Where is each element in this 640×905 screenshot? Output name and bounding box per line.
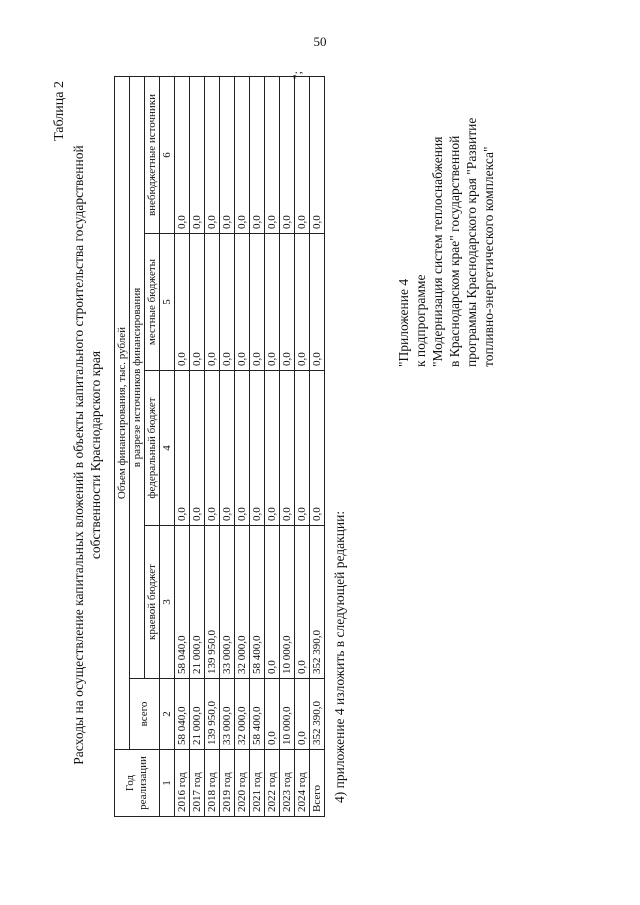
table-cell-total: 0,0 (265, 679, 280, 750)
table-cell-local: 0,0 (250, 234, 265, 371)
table-cell-extra: 0,0 (265, 77, 280, 234)
col-number: 6 (160, 77, 175, 234)
table-cell-local: 0,0 (220, 234, 235, 371)
table-cell-fed: 0,0 (190, 371, 205, 526)
table-cell-extra: 0,0 (175, 77, 190, 234)
table-cell-local: 0,0 (280, 234, 295, 371)
table-cell-total: 0,0 (295, 679, 310, 750)
header-fed: федеральный бюджет (145, 371, 160, 526)
appendix-heading (395, 118, 497, 367)
header-local: местные бюджеты (145, 234, 160, 371)
appendix-line: топливно-энергетического комплекса" (481, 146, 496, 367)
table-row (190, 77, 205, 817)
table-cell-extra: 0,0 (190, 77, 205, 234)
expenses-table (114, 76, 325, 817)
appendix-line: в Краснодарском крае" государственной (447, 135, 462, 367)
table-cell-total: 21 000,0 (190, 679, 205, 750)
table-cell-total: 352 390,0 (310, 679, 325, 750)
col-number: 4 (160, 371, 175, 526)
table-cell-year: 2019 год (220, 750, 235, 817)
table-cell-extra: 0,0 (295, 77, 310, 234)
table-cell-local: 0,0 (190, 234, 205, 371)
col-number: 2 (160, 679, 175, 750)
appendix-line: к подпрограмме (413, 274, 428, 367)
table-cell-fed: 0,0 (295, 371, 310, 526)
col-number: 1 (160, 750, 175, 817)
table-cell-extra: 0,0 (220, 77, 235, 234)
table-cell-krai: 352 390,0 (310, 526, 325, 679)
table-cell-extra: 0,0 (310, 77, 325, 234)
appendix-line: "Приложение 4 (396, 278, 411, 367)
table-cell-local: 0,0 (265, 234, 280, 371)
header-volume: Объем финансирования, тыс. рублей (115, 77, 130, 750)
table-title-line: собственности Краснодарского края (88, 350, 103, 560)
table-header-row (130, 77, 145, 817)
table-cell-fed: 0,0 (205, 371, 220, 526)
table-row (295, 77, 310, 817)
table-cell-krai: 33 000,0 (220, 526, 235, 679)
table-caption: Таблица 2 (52, 81, 67, 141)
table-cell-krai: 0,0 (295, 526, 310, 679)
table-cell-total: 32 000,0 (235, 679, 250, 750)
closing-quote-mark: "; (290, 71, 304, 80)
header-sources: в разрезе источников финансирования (130, 77, 145, 679)
table-cell-year: 2020 год (235, 750, 250, 817)
table-cell-year: 2018 год (205, 750, 220, 817)
col-number: 3 (160, 526, 175, 679)
instruction-text: 4) приложение 4 изложить в следующей редакции: (332, 510, 347, 803)
table-row (310, 77, 325, 817)
table-row (205, 77, 220, 817)
table-cell-krai: 21 000,0 (190, 526, 205, 679)
table-cell-krai: 58 400,0 (250, 526, 265, 679)
table-row (175, 77, 190, 817)
appendix-line: программы Краснодарского края "Развитие (464, 117, 479, 367)
table-cell-total: 58 400,0 (250, 679, 265, 750)
table-cell-extra: 0,0 (280, 77, 295, 234)
table-cell-year: 2023 год (280, 750, 295, 817)
table-cell-krai: 32 000,0 (235, 526, 250, 679)
table-row (265, 77, 280, 817)
column-number-row (160, 77, 175, 817)
table-cell-year: 2016 год (175, 750, 190, 817)
table-cell-year: Всего (310, 750, 325, 817)
table-cell-total: 33 000,0 (220, 679, 235, 750)
table-row (280, 77, 295, 817)
table-cell-year: 2017 год (190, 750, 205, 817)
table-cell-extra: 0,0 (205, 77, 220, 234)
table-cell-fed: 0,0 (220, 371, 235, 526)
table-cell-local: 0,0 (235, 234, 250, 371)
table-cell-total: 139 950,0 (205, 679, 220, 750)
table-cell-krai: 58 040,0 (175, 526, 190, 679)
table-cell-total: 58 040,0 (175, 679, 190, 750)
table-cell-fed: 0,0 (235, 371, 250, 526)
table-cell-extra: 0,0 (235, 77, 250, 234)
table-row (220, 77, 235, 817)
table-cell-fed: 0,0 (265, 371, 280, 526)
table-cell-local: 0,0 (205, 234, 220, 371)
table-cell-fed: 0,0 (280, 371, 295, 526)
table-cell-year: 2024 год (295, 750, 310, 817)
table-cell-fed: 0,0 (310, 371, 325, 526)
table-title-line: Расходы на осуществление капитальных вложений в объекты капитального строительства государственной (71, 145, 86, 765)
table-cell-local: 0,0 (310, 234, 325, 371)
table-cell-fed: 0,0 (250, 371, 265, 526)
table-cell-local: 0,0 (295, 234, 310, 371)
header-extra: внебюджетные источники (145, 77, 160, 234)
table-cell-year: 2022 год (265, 750, 280, 817)
table-body (175, 77, 325, 817)
table-header-row (115, 77, 130, 817)
table-cell-total: 10 000,0 (280, 679, 295, 750)
table-cell-local: 0,0 (175, 234, 190, 371)
page-number: 50 (313, 34, 327, 49)
table-cell-krai: 10 000,0 (280, 526, 295, 679)
col-number: 5 (160, 234, 175, 371)
header-year: Год реализации (115, 750, 160, 817)
header-total: всего (130, 679, 160, 750)
table-cell-krai: 0,0 (265, 526, 280, 679)
rotated-landscape-content (40, 55, 600, 855)
table-cell-year: 2021 год (250, 750, 265, 817)
table-row (235, 77, 250, 817)
table-title (70, 95, 104, 815)
header-krai: краевой бюджет (145, 526, 160, 679)
table-cell-extra: 0,0 (250, 77, 265, 234)
table-cell-krai: 139 950,0 (205, 526, 220, 679)
table-row (250, 77, 265, 817)
appendix-line: "Модернизация систем теплоснабжения (430, 136, 445, 367)
table-cell-fed: 0,0 (175, 371, 190, 526)
